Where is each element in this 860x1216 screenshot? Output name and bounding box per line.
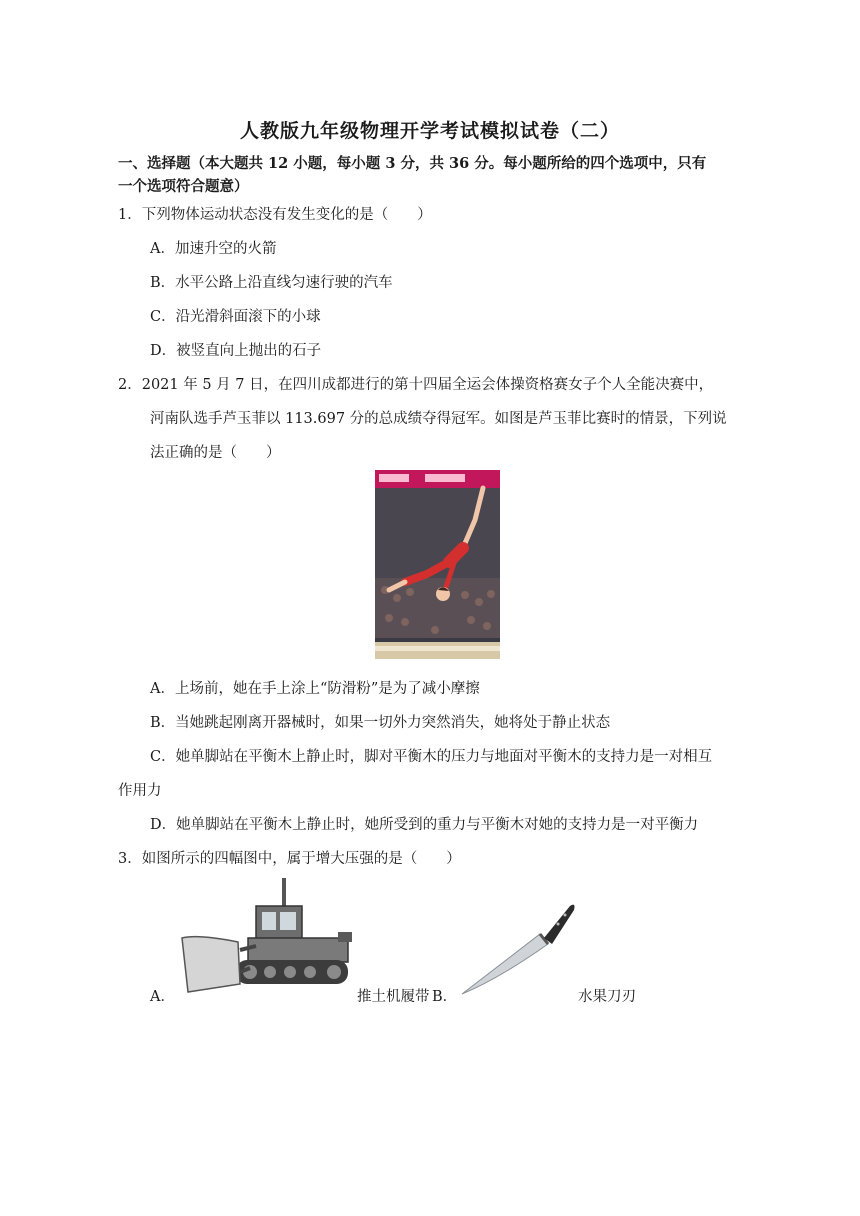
q1-option-c: C．沿光滑斜面滚下的小球 — [150, 309, 321, 325]
page-title: 人教版九年级物理开学考试模拟试卷（二） — [239, 120, 620, 142]
gymnast-photo — [375, 470, 500, 659]
bulldozer-image — [178, 876, 356, 996]
q2-option-b: B．当她跳起刚离开器械时，如果一切外力突然消失，她将处于静止状态 — [150, 715, 611, 731]
knife-image — [460, 898, 580, 998]
q2-option-c-line2: 作用力 — [118, 783, 162, 799]
section-heading-line1: 一、选择题（本大题共 12 小题，每小题 3 分，共 36 分。每小题所给的四个选项中，只有 — [118, 155, 707, 172]
q2-option-c-line1: C．她单脚站在平衡木上静止时，脚对平衡木的压力与地面对平衡木的支持力是一对相互 — [150, 749, 713, 765]
q1-option-d: D．被竖直向上抛出的石子 — [150, 343, 322, 359]
q2-stem-line1: 2．2021 年 5 月 7 日，在四川成都进行的第十四届全运会体操资格赛女子个人全能决赛中， — [118, 377, 714, 393]
q3-option-a-caption: 推土机履带 — [357, 989, 430, 1005]
q1-option-b: B．水平公路上沿直线匀速行驶的汽车 — [150, 275, 393, 291]
q3-option-a-label: A． — [150, 989, 175, 1005]
q2-stem-line2: 河南队选手芦玉菲以 113.697 分的总成绩夺得冠军。如图是芦玉菲比赛时的情景，下列说 — [150, 411, 727, 427]
q2-option-a: A．上场前，她在手上涂上“防滑粉”是为了减小摩擦 — [150, 681, 480, 697]
q3-stem: 3．如图所示的四幅图中，属于增大压强的是（ ） — [118, 851, 461, 867]
q2-stem-line3: 法正确的是（ ） — [150, 445, 281, 461]
q1-stem: 1．下列物体运动状态没有发生变化的是（ ） — [118, 207, 432, 223]
q1-option-a: A．加速升空的火箭 — [150, 241, 277, 257]
q3-option-b-label: B． — [432, 989, 458, 1005]
q2-option-d: D．她单脚站在平衡木上静止时，她所受到的重力与平衡木对她的支持力是一对平衡力 — [150, 817, 699, 833]
section-heading-line2: 一个选项符合题意） — [118, 178, 249, 195]
q3-option-b-caption: 水果刀刃 — [578, 989, 636, 1005]
